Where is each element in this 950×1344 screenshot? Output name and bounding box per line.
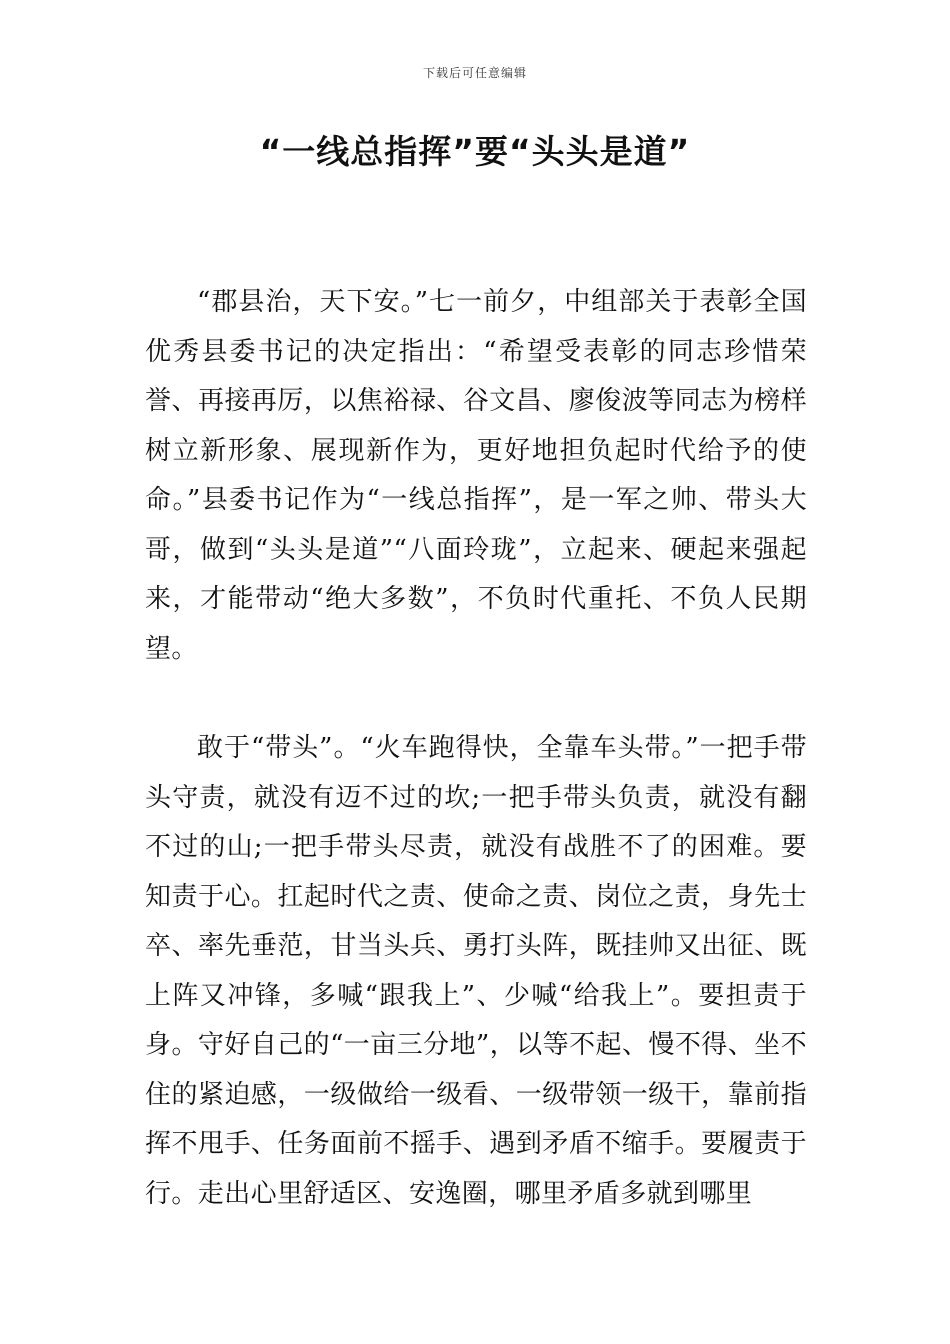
paragraph-intro: “郡县治，天下安。”七一前夕，中组部关于表彰全国优秀县委书记的决定指出：“希望受表彰的同志珍惜荣誉、再接再厉，以焦裕禄、谷文昌、廖俊波等同志为榜样树立新形象、展现新作为，更好地担负起时代给予的使命。”县委书记作为“一线总指挥”，是一军之帅、带头大哥，做到“头头是道”“八面玲珑”，立起来、硬起来强起来，才能带动“绝大多数”，不负时代重托、不负人民期望。 — [145, 287, 807, 664]
paragraph-dare-to-lead: 敢于“带头”。“火车跑得快，全靠车头带。”一把手带头守责，就没有迈不过的坎;一把手带头负责，就没有翻不过的山;一把手带头尽责，就没有战胜不了的困难。要知责于心。扛起时代之责、使命之责、岗位之责，身先士卒、率先垂范，甘当头兵、勇打头阵，既挂帅又出征、既上阵又冲锋，多喊“跟我上”、少喊“给我上”。要担责于身。守好自己的“一亩三分地”，以等不起、慢不得、坐不住的紧迫感，一级做给一级看、一级带领一级干，靠前指挥不甩手、任务面前不摇手、遇到矛盾不缩手。要履责于行。走出心里舒适区、安逸圈，哪里矛盾多就到哪里 — [145, 733, 807, 1209]
header-note: 下载后可任意编辑 — [422, 66, 527, 80]
document-title: “一线总指挥”要“头头是道” — [259, 132, 691, 171]
